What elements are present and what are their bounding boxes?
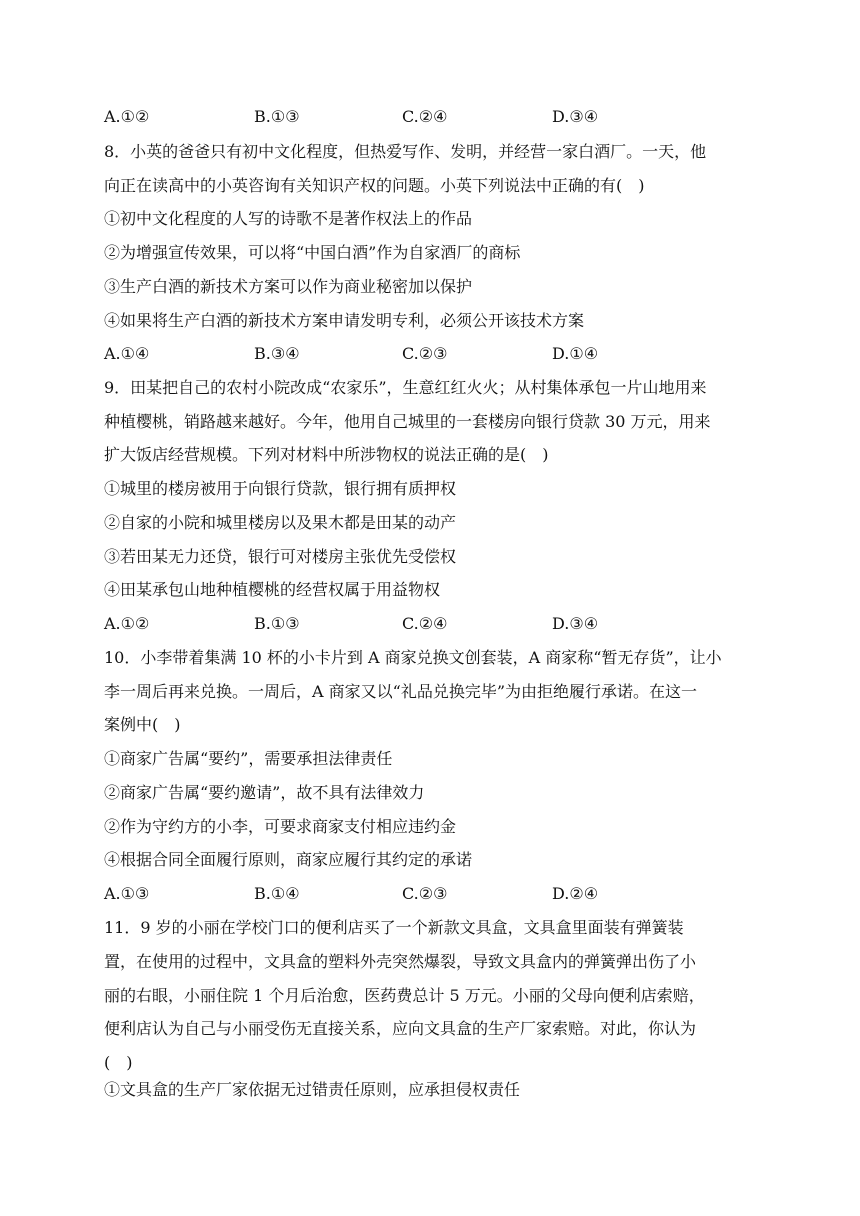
q9-statement-4: ④田某承包山地种植樱桃的经营权属于用益物权 xyxy=(104,580,441,599)
q10-statement-3: ②作为守约方的小李，可要求商家支付相应违约金 xyxy=(104,817,457,836)
q7-option-b[interactable]: B.①③ xyxy=(254,107,300,126)
q9-statement-2: ②自家的小院和城里楼房以及果木都是田某的动产 xyxy=(104,513,457,532)
q8-statement-1: ①初中文化程度的人写的诗歌不是著作权法上的作品 xyxy=(104,209,473,228)
q8-option-c[interactable]: C.②③ xyxy=(402,344,448,363)
q10-option-b[interactable]: B.①④ xyxy=(254,884,300,903)
q7-option-a[interactable]: A.①② xyxy=(104,107,150,126)
q9-stem-line-3: 扩大饭店经营规模。下列对材料中所涉物权的说法正确的是( ) xyxy=(104,445,549,464)
q8-stem-line-2: 向正在读高中的小英咨询有关知识产权的问题。小英下列说法中正确的有( ) xyxy=(104,176,645,195)
q7-option-c[interactable]: C.②④ xyxy=(402,107,448,126)
q10-option-a[interactable]: A.①③ xyxy=(104,884,150,903)
q9-option-b[interactable]: B.①③ xyxy=(254,614,300,633)
q11-stem-line-5: ( ) xyxy=(104,1053,133,1072)
q9-option-d[interactable]: D.③④ xyxy=(552,614,599,633)
q8-statement-2: ②为增强宣传效果，可以将“中国白酒”作为自家酒厂的商标 xyxy=(104,243,521,262)
q8-stem-line-1: 8．小英的爸爸只有初中文化程度，但热爱写作、发明，并经营一家白酒厂。一天，他 xyxy=(104,142,707,161)
q8-option-a[interactable]: A.①④ xyxy=(104,344,150,363)
q9-stem-line-1: 9．田某把自己的农村小院改成“农家乐”，生意红红火火；从村集体承包一片山地用来 xyxy=(104,378,707,397)
q8-statement-4: ④如果将生产白酒的新技术方案申请发明专利，必须公开该技术方案 xyxy=(104,311,585,330)
q11-stem-line-1: 11．9 岁的小丽在学校门口的便利店买了一个新款文具盒，文具盒里面装有弹簧装 xyxy=(104,918,684,937)
q11-stem-line-3: 丽的右眼，小丽住院 1 个月后治愈，医药费总计 5 万元。小丽的父母向便利店索赔， xyxy=(104,986,705,1005)
q8-option-d[interactable]: D.①④ xyxy=(552,344,599,363)
q8-option-b[interactable]: B.③④ xyxy=(254,344,300,363)
q10-stem-line-2: 李一周后再来兑换。一周后，A 商家又以“礼品兑换完毕”为由拒绝履行承诺。在这一 xyxy=(104,682,698,701)
q9-option-a[interactable]: A.①② xyxy=(104,614,150,633)
q9-stem-line-2: 种植樱桃，销路越来越好。今年，他用自己城里的一套楼房向银行贷款 30 万元，用来 xyxy=(104,412,711,431)
q11-stem-line-2: 置，在使用的过程中，文具盒的塑料外壳突然爆裂，导致文具盒内的弹簧弹出伤了小 xyxy=(104,952,697,971)
q9-option-c[interactable]: C.②④ xyxy=(402,614,448,633)
q10-stem-line-3: 案例中( ) xyxy=(104,715,181,734)
q9-statement-1: ①城里的楼房被用于向银行贷款，银行拥有质押权 xyxy=(104,479,457,498)
q9-statement-3: ③若田某无力还贷，银行可对楼房主张优先受偿权 xyxy=(104,547,457,566)
q10-option-c[interactable]: C.②③ xyxy=(402,884,448,903)
q10-statement-2: ②商家广告属“要约邀请”，故不具有法律效力 xyxy=(104,783,425,802)
q10-statement-1: ①商家广告属“要约”，需要承担法律责任 xyxy=(104,749,393,768)
q7-option-d[interactable]: D.③④ xyxy=(552,107,599,126)
q10-stem-line-1: 10．小李带着集满 10 杯的小卡片到 A 商家兑换文创套装，A 商家称“暂无存货”，让小 xyxy=(104,648,722,667)
q11-statement-1: ①文具盒的生产厂家依据无过错责任原则，应承担侵权责任 xyxy=(104,1080,521,1099)
q10-option-d[interactable]: D.②④ xyxy=(552,884,599,903)
q8-statement-3: ③生产白酒的新技术方案可以作为商业秘密加以保护 xyxy=(104,277,473,296)
q10-statement-4: ④根据合同全面履行原则，商家应履行其约定的承诺 xyxy=(104,850,473,869)
q11-stem-line-4: 便利店认为自己与小丽受伤无直接关系，应向文具盒的生产厂家索赔。对此，你认为 xyxy=(104,1019,697,1038)
